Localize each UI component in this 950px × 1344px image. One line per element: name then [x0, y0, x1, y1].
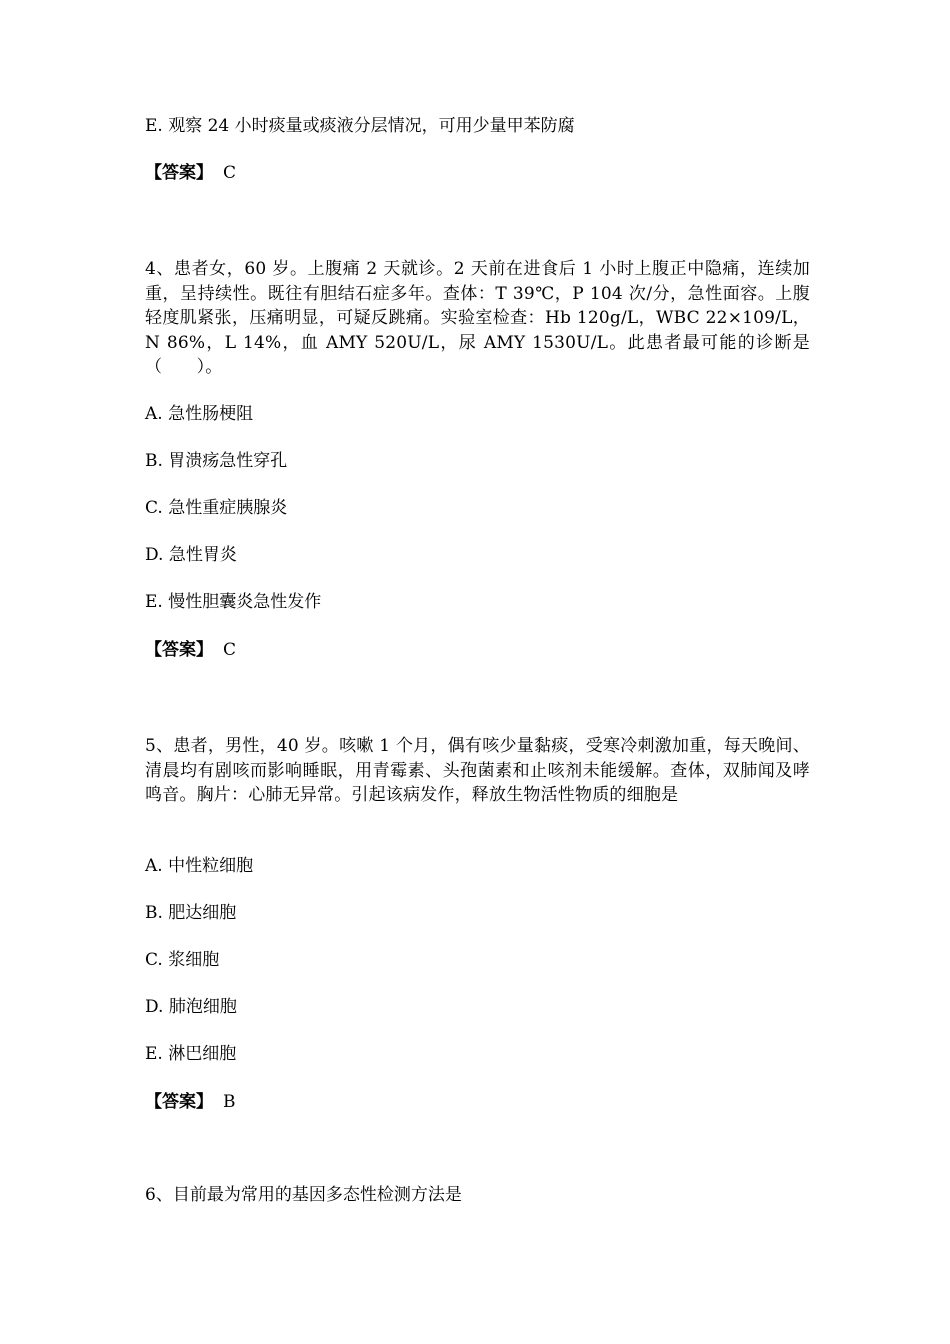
answer-prev	[145, 163, 236, 183]
question-6-stem: 6、目前最为常用的基因多态性检测方法是	[145, 1185, 462, 1205]
answer-label: 【答案】	[145, 1092, 213, 1112]
q5-option-a: A. 中性粒细胞	[145, 856, 254, 876]
q4-option-b: B. 胃溃疡急性穿孔	[145, 451, 288, 471]
answer-value: B	[223, 1092, 236, 1112]
q5-option-e: E. 淋巴细胞	[145, 1044, 237, 1064]
question-5-stem: 5、患者，男性，40 岁。咳嗽 1 个月，偶有咳少量黏痰，受寒冷刺激加重，每天晚间、清晨均有剧咳而影响睡眠，用青霉素、头孢菌素和止咳剂未能缓解。查体，双肺闻及哮鸣音。胸片：心肺无异常。引起该病发作，释放生物活性物质的细胞是	[145, 736, 810, 805]
q4-option-e: E. 慢性胆囊炎急性发作	[145, 592, 322, 612]
q5-answer	[145, 1092, 236, 1112]
option-e-prev: E. 观察 24 小时痰量或痰液分层情况，可用少量甲苯防腐	[145, 116, 575, 136]
answer-value: C	[223, 640, 237, 660]
q4-option-c: C. 急性重症胰腺炎	[145, 498, 288, 518]
q4-option-d: D. 急性胃炎	[145, 545, 237, 565]
question-4-stem: 4、患者女，60 岁。上腹痛 2 天就诊。2 天前在进食后 1 小时上腹正中隐痛，连续加重，呈持续性。既往有胆结石症多年。查体：T 39℃，P 104 次/分，急性面容。上腹轻度肌紧张，压痛明显，可疑反跳痛。实验室检查：Hb 120g/L，WBC 22×109/L，N 86%，L 14%，血 AMY 520U/L，尿 AMY 1530U/L。此患者最可能的诊断是（ ）。	[145, 259, 810, 377]
q4-answer	[145, 640, 236, 660]
answer-label: 【答案】	[145, 163, 213, 183]
q4-option-a: A. 急性肠梗阻	[145, 404, 254, 424]
answer-label: 【答案】	[145, 640, 213, 660]
answer-value: C	[223, 163, 237, 183]
q5-option-d: D. 肺泡细胞	[145, 997, 237, 1017]
q5-option-b: B. 肥达细胞	[145, 903, 237, 923]
q5-option-c: C. 浆细胞	[145, 950, 220, 970]
